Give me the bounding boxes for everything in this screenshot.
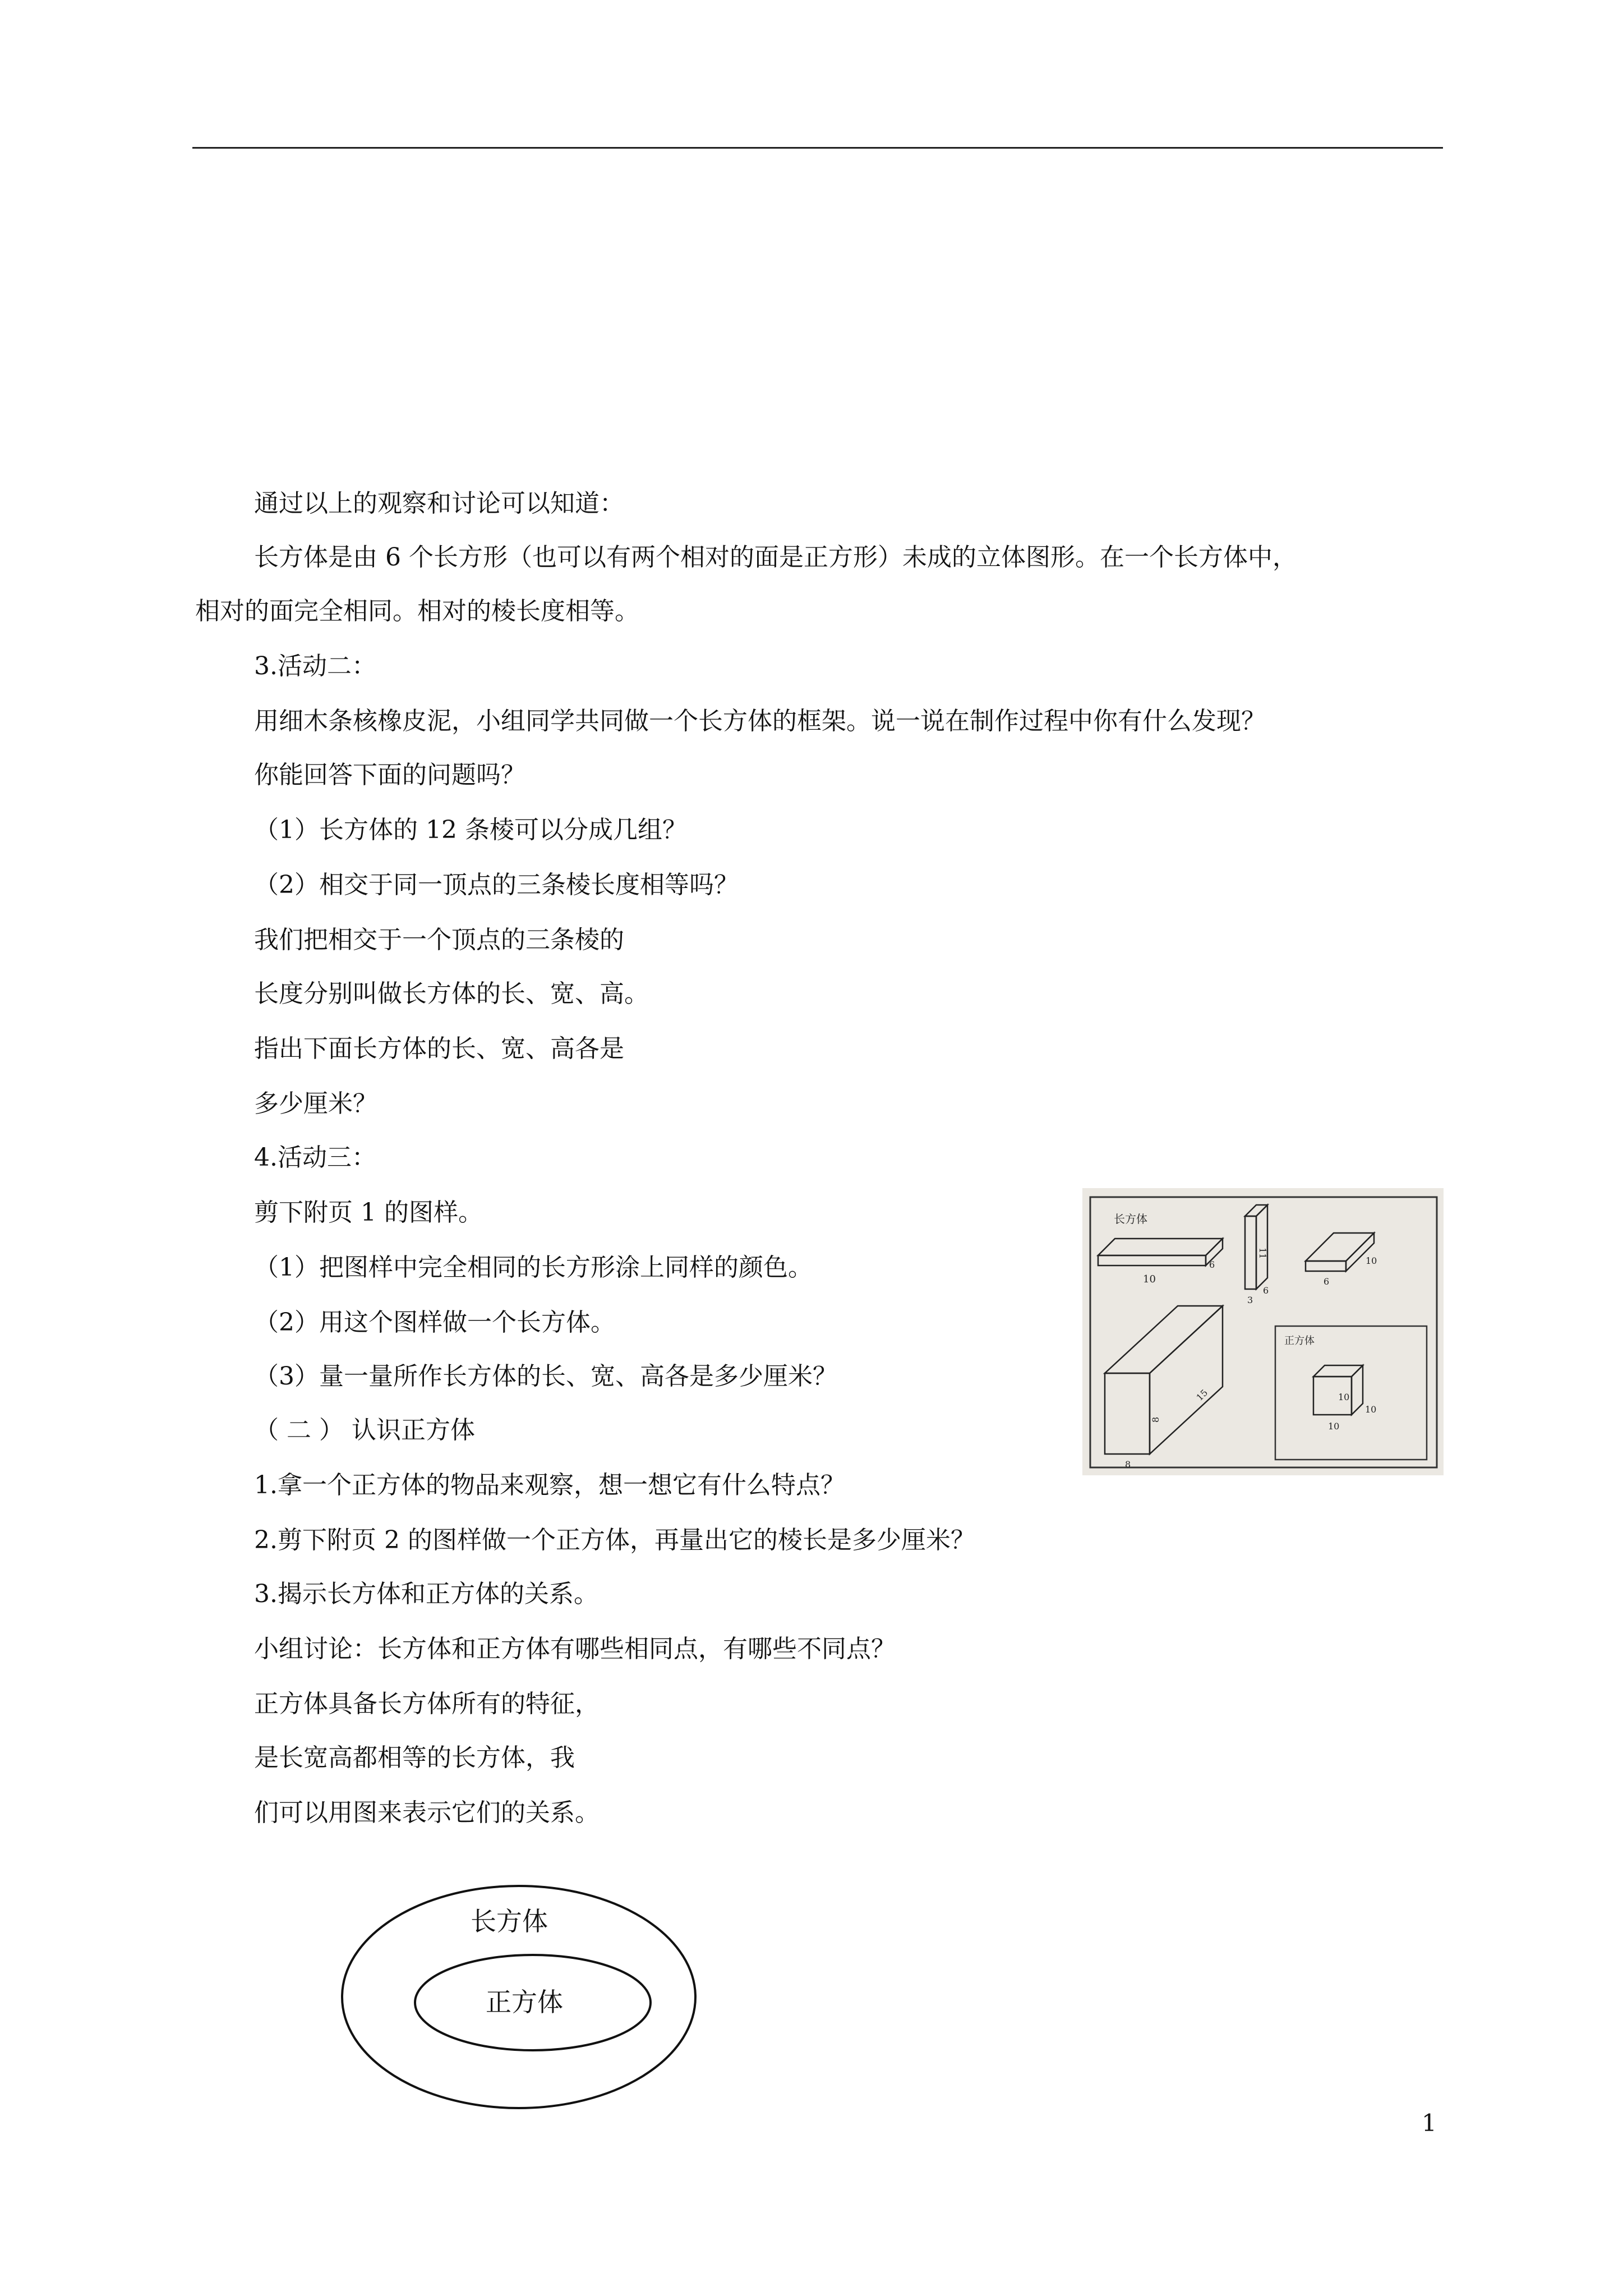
- paragraph: 你能回答下面的问题吗？: [254, 761, 525, 789]
- paragraph: 多少厘米？: [254, 1089, 377, 1118]
- dim-label: 3: [1247, 1295, 1253, 1305]
- dim-label: 10: [1365, 1404, 1377, 1415]
- dim-label: 10: [1143, 1273, 1156, 1285]
- page-number: 1: [1422, 2109, 1437, 2137]
- paragraph: 用细木条核橡皮泥，小组同学共同做一个长方体的框架。说一说在制作过程中你有什么发现？: [254, 707, 1266, 735]
- paragraph: 3.活动二：: [254, 652, 376, 680]
- section-heading: （ 二 ） 认识正方体: [254, 1416, 475, 1444]
- paragraph: （2）用这个图样做一个长方体。: [254, 1308, 615, 1337]
- paragraph: （3）量一量所作长方体的长、宽、高各是多少厘米？: [254, 1362, 837, 1391]
- paragraph: （2）相交于同一顶点的三条棱长度相等吗？: [254, 871, 739, 899]
- dim-label: 10: [1328, 1421, 1340, 1432]
- paragraph: 长方体是由 6 个长方形（也可以有两个相对的面是正方形）未成的立体图形。在一个长方体中，: [254, 543, 1297, 572]
- dim-label: 15: [1194, 1387, 1210, 1403]
- paragraph: 们可以用图来表示它们的关系。: [254, 1798, 600, 1827]
- paragraph: 指出下面长方体的长、宽、高各是: [254, 1034, 624, 1063]
- paragraph: 我们把相交于一个顶点的三条棱的: [254, 926, 624, 954]
- dim-label: 8: [1125, 1459, 1131, 1470]
- paragraph: 剪下附页 1 的图样。: [254, 1198, 483, 1227]
- dim-label: 10: [1366, 1255, 1377, 1266]
- paragraph: 相对的面完全相同。相对的棱长度相等。: [195, 597, 639, 625]
- dim-label: 8: [1150, 1416, 1161, 1423]
- paragraph: 小组讨论：长方体和正方体有哪些相同点，有哪些不同点？: [254, 1635, 896, 1663]
- dim-label: 6: [1324, 1276, 1330, 1287]
- paragraph: 正方体具备长方体所有的特征，: [254, 1690, 600, 1718]
- paragraph: 4.活动三：: [254, 1143, 376, 1172]
- paragraph: （1）长方体的 12 条棱可以分成几组？: [254, 816, 687, 844]
- paragraph: 1.拿一个正方体的物品来观察，想一想它有什么特点？: [254, 1471, 845, 1499]
- paragraph: 通过以上的观察和讨论可以知道：: [254, 489, 624, 518]
- cuboid-set-label: 长方体: [471, 1906, 548, 1936]
- cube-set-label: 正方体: [486, 1987, 563, 2017]
- figure-background: [1082, 1188, 1444, 1475]
- paragraph: （1）把图样中完全相同的长方形涂上同样的颜色。: [254, 1253, 813, 1282]
- cuboid-caption: 长方体: [1114, 1212, 1147, 1226]
- dim-label: 11: [1257, 1248, 1268, 1259]
- paragraph: 长度分别叫做长方体的长、宽、高。: [254, 979, 649, 1008]
- dim-label: 6: [1263, 1285, 1269, 1296]
- cuboid-figure: [1082, 1188, 1444, 1475]
- header-rule: [192, 147, 1443, 149]
- paragraph: 2.剪下附页 2 的图样做一个正方体，再量出它的棱长是多少厘米？: [254, 1526, 975, 1554]
- paragraph: 是长宽高都相等的长方体，我: [254, 1743, 575, 1772]
- relationship-diagram: [336, 1882, 701, 2112]
- cube-caption: 正方体: [1284, 1335, 1315, 1347]
- dim-label: 6: [1209, 1259, 1215, 1270]
- paragraph: 3.揭示长方体和正方体的关系。: [254, 1580, 598, 1608]
- dim-label: 10: [1338, 1392, 1350, 1402]
